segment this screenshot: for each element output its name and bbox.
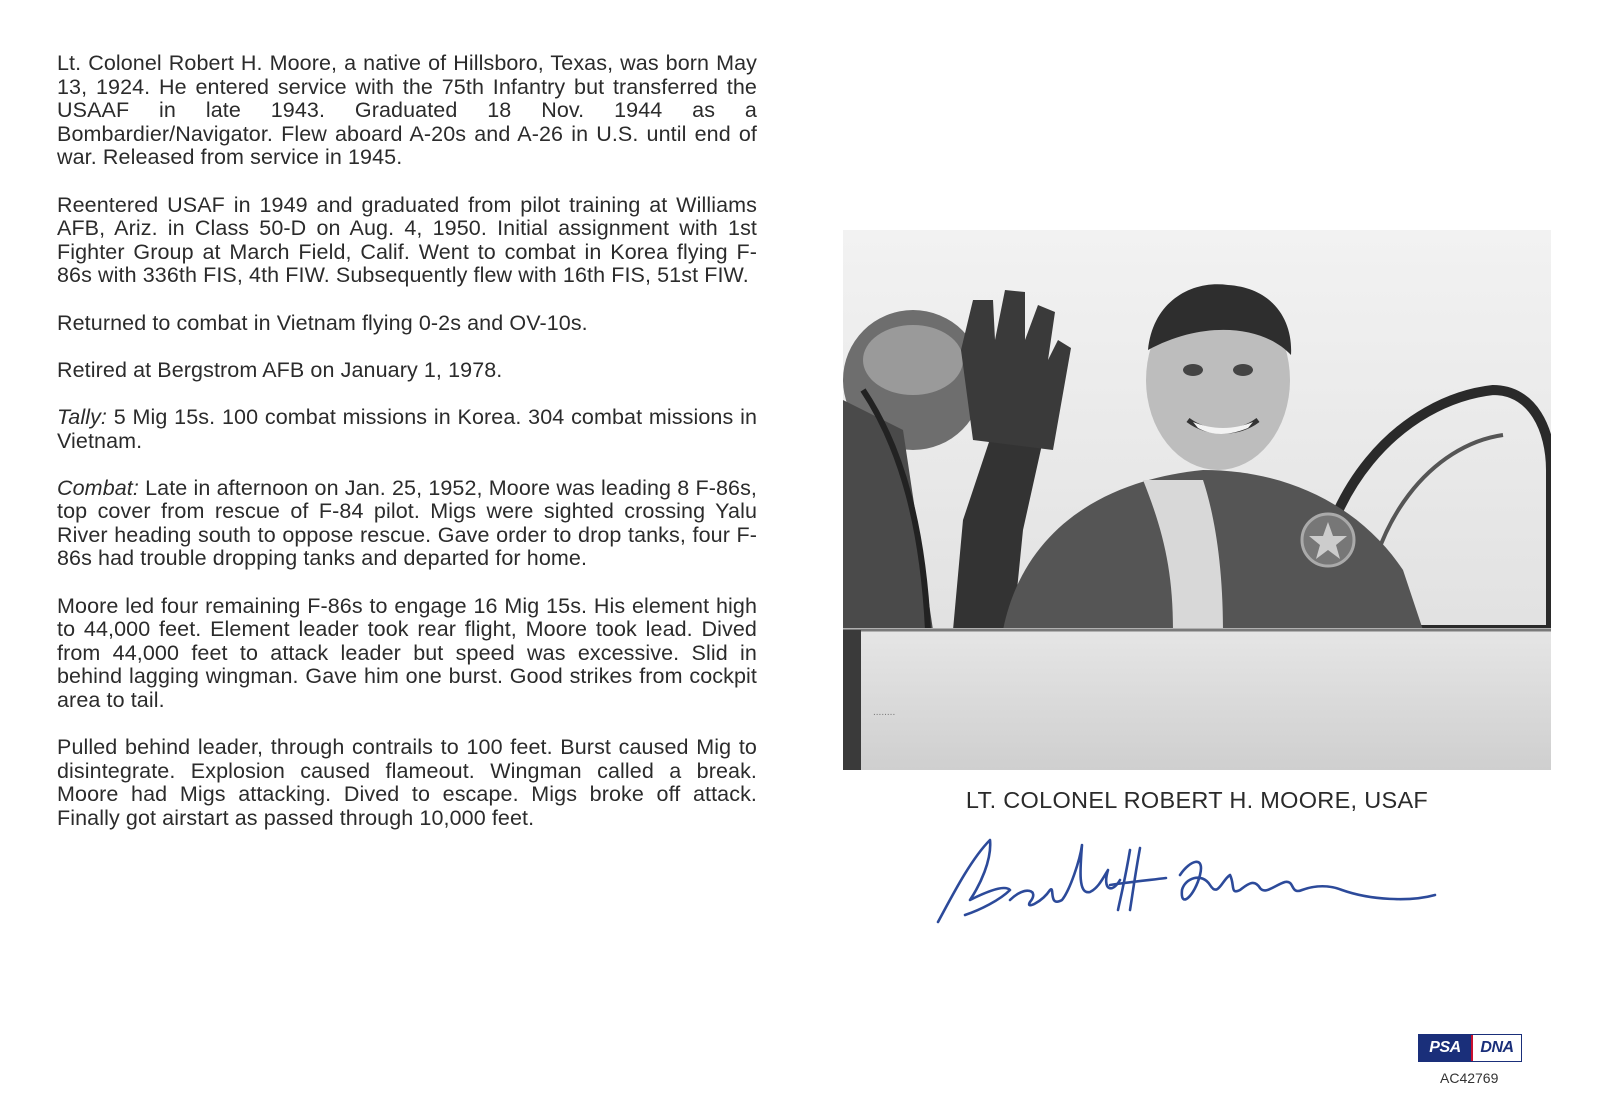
bio-paragraph-combat bbox=[57, 477, 757, 571]
dna-logo-text: DNA bbox=[1471, 1035, 1521, 1061]
bio-paragraph-early-service: Lt. Colonel Robert H. Moore, a native of Hillsboro, Texas, was born May 13, 1924. He entered service with the 75th Infantry but transferred the USAAF in late 1943. Graduated 18 Nov. 1944 as a Bombardier/Navigator. Flew aboard A-20s and A-26 in U.S. until end of war. Released from service in 1945. bbox=[57, 51, 757, 170]
tally-text: 5 Mig 15s. 100 combat missions in Korea. 304 combat missions in Vietnam. bbox=[57, 404, 757, 453]
signature-drawing bbox=[930, 830, 1450, 940]
bio-paragraph-tally bbox=[57, 406, 757, 453]
pilot-photograph bbox=[843, 230, 1551, 770]
tally-label: Tally: bbox=[57, 404, 107, 429]
combat-label: Combat: bbox=[57, 475, 139, 500]
pilot-in-cockpit-image bbox=[843, 230, 1551, 770]
bio-paragraph-escape: Pulled behind leader, through contrails to 100 feet. Burst caused Mig to disintegrate. Explosion caused flameout. Wingman called a break. Moore had Migs attacking. Dived to escape. Migs broke off attack. Finally got airstart as passed through 10,000 feet. bbox=[57, 735, 757, 830]
autograph-signature bbox=[930, 830, 1450, 940]
svg-text:........: ........ bbox=[873, 707, 896, 718]
psa-logo-text: PSA bbox=[1419, 1035, 1471, 1061]
photo-caption: LT. COLONEL ROBERT H. MOORE, USAF bbox=[965, 787, 1429, 813]
biography-text bbox=[57, 52, 757, 854]
bio-paragraph-vietnam: Returned to combat in Vietnam flying 0-2s and OV-10s. bbox=[57, 310, 588, 335]
psa-dna-logo bbox=[1418, 1034, 1522, 1062]
bio-paragraph-retirement: Retired at Bergstrom AFB on January 1, 1978. bbox=[57, 357, 503, 382]
combat-text: Late in afternoon on Jan. 25, 1952, Moore was leading 8 F-86s, top cover from rescue of F-84 pilot. Migs were sighted crossing Yalu River heading south to oppose rescue. Gave order to drop tanks, four F-86s had trouble dropping tanks and departed for home. bbox=[57, 475, 757, 571]
bio-paragraph-pilot-training: Reentered USAF in 1949 and graduated from pilot training at Williams AFB, Ariz. in Class 50-D on Aug. 4, 1950. Initial assignment with 1st Fighter Group at March Field, Calif. Went to combat in Korea flying F-86s with 336th FIS, 4th FIW. Subsequently flew with 16th FIS, 51st FIW. bbox=[57, 192, 757, 288]
bio-paragraph-engagement: Moore led four remaining F-86s to engage 16 Mig 15s. His element high to 44,000 feet. Element leader took rear flight, Moore took lead. Dived from 44,000 feet to attack leader but speed was excessive. Slid in behind lagging wingman. Gave him one burst. Good strikes from cockpit area to tail. bbox=[57, 593, 757, 713]
certification-number: AC42769 bbox=[1440, 1070, 1499, 1086]
